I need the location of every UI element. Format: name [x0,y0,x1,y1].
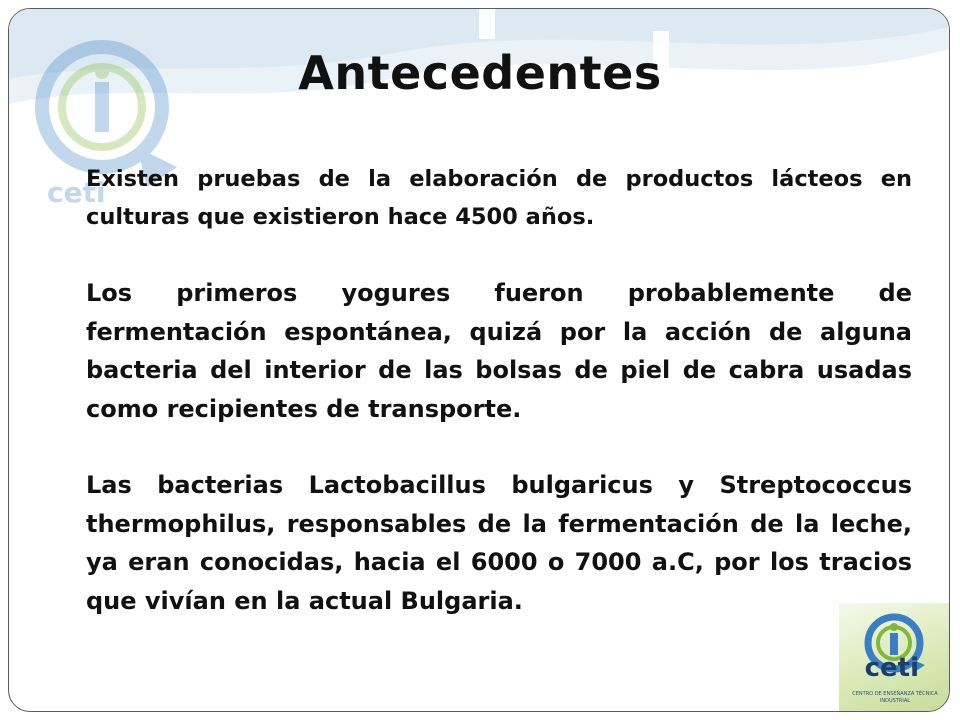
paragraph-1: Existen pruebas de la elaboración de productos lácteos en culturas que existieron hace 4500 años. [86,166,912,230]
svg-text:ceti: ceti [47,176,106,209]
logo-wordmark: ceti [864,653,919,683]
logo-tagline: CENTRO DE ENSEÑANZA TÉCNICA INDUSTRIAL [852,691,938,704]
slide-body [86,160,912,620]
paragraph-2: Los primeros yogures fueron probablemente de fermentación espontánea, quizá por la acción de alguna bacteria del interior de las bolsas de piel de cabra usadas como recipientes de transporte. [86,279,912,423]
slide-title: Antecedentes [298,46,662,100]
paragraph-3: Las bacterias Lactobacillus bulgaricus y Streptococcus thermophilus, responsables de la fermentación de la leche, ya eran conocidas, hacia el 6000 o 7000 a.C, por los tracios que vivían en la actual Bulgaria. [86,471,912,615]
